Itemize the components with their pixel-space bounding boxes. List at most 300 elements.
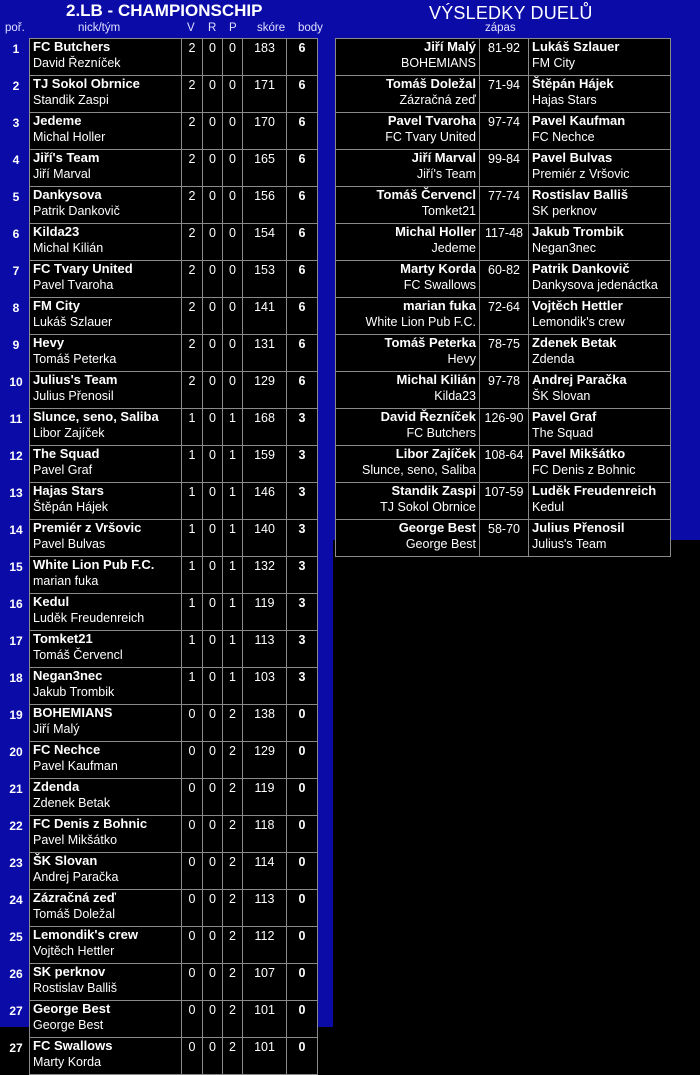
player-name: Michal Kilián xyxy=(33,241,104,255)
score-cell: 171 xyxy=(243,76,287,113)
team-name: Lemondik's crew xyxy=(33,927,138,942)
rank-cell: 20 xyxy=(9,744,23,759)
away-team: Dankysova jedenáctka xyxy=(532,278,658,292)
home-cell xyxy=(336,446,480,483)
player-name: George Best xyxy=(33,1018,104,1032)
player-name: Vojtěch Hettler xyxy=(33,944,115,958)
rank-cell: 14 xyxy=(9,522,23,537)
rank-cell: 16 xyxy=(9,596,23,611)
home-team: George Best xyxy=(405,537,476,551)
duel-row xyxy=(336,483,671,520)
wins-cell: 1 xyxy=(182,668,203,705)
header-wins: V xyxy=(187,22,195,34)
duel-row xyxy=(336,113,671,150)
team-cell xyxy=(30,890,182,927)
score-cell: 138 xyxy=(243,705,287,742)
duel-row xyxy=(336,335,671,372)
home-player: Libor Zajíček xyxy=(395,446,476,461)
standings-row xyxy=(3,779,318,816)
team-cell xyxy=(30,372,182,409)
wins-cell: 0 xyxy=(182,1001,203,1038)
team-cell xyxy=(30,1038,182,1075)
losses-cell: 0 xyxy=(223,261,243,298)
draws-cell: 0 xyxy=(203,520,223,557)
team-cell xyxy=(30,261,182,298)
home-player: Pavel Tvaroha xyxy=(387,113,476,128)
team-name: Negan3nec xyxy=(33,668,103,683)
wins-cell: 0 xyxy=(182,705,203,742)
home-team: FC Butchers xyxy=(406,426,476,440)
home-player: Jiří Malý xyxy=(423,39,476,54)
points-cell: 6 xyxy=(287,261,318,298)
away-player: Vojtěch Hettler xyxy=(532,298,623,313)
standings-row xyxy=(3,1001,318,1038)
home-player: George Best xyxy=(398,520,476,535)
team-cell xyxy=(30,187,182,224)
away-cell xyxy=(529,187,671,224)
wins-cell: 2 xyxy=(182,224,203,261)
points-cell: 0 xyxy=(287,816,318,853)
away-player: Pavel Bulvas xyxy=(532,150,613,165)
draws-cell: 0 xyxy=(203,668,223,705)
losses-cell: 1 xyxy=(223,668,243,705)
points-cell: 3 xyxy=(287,668,318,705)
match-result: 99-84 xyxy=(480,150,529,187)
team-name: SK perknov xyxy=(33,964,106,979)
away-player: Andrej Paračka xyxy=(532,372,627,387)
standings-row xyxy=(3,39,318,76)
rank-cell: 21 xyxy=(9,781,23,796)
team-name: Premiér z Vršovic xyxy=(33,520,142,535)
losses-cell: 0 xyxy=(223,76,243,113)
draws-cell: 0 xyxy=(203,150,223,187)
rank-cell: 2 xyxy=(12,78,20,93)
team-cell xyxy=(30,742,182,779)
home-player: marian fuka xyxy=(403,298,476,313)
home-team: Jiří's Team xyxy=(416,167,476,181)
away-team: ŠK Slovan xyxy=(532,389,591,403)
team-name: The Squad xyxy=(33,446,100,461)
team-cell xyxy=(30,853,182,890)
team-name: Dankysova xyxy=(33,187,102,202)
player-name: Libor Zajíček xyxy=(33,426,105,440)
player-name: Tomáš Doležal xyxy=(33,907,115,921)
header-match: zápas xyxy=(485,22,516,34)
team-cell xyxy=(30,1001,182,1038)
wins-cell: 2 xyxy=(182,298,203,335)
home-cell xyxy=(336,335,480,372)
away-cell xyxy=(529,113,671,150)
points-cell: 0 xyxy=(287,705,318,742)
away-cell xyxy=(529,372,671,409)
away-player: Zdenek Betak xyxy=(532,335,617,350)
player-name: Pavel Kaufman xyxy=(33,759,118,773)
away-cell xyxy=(529,224,671,261)
rank-cell: 23 xyxy=(9,855,23,870)
team-cell xyxy=(30,113,182,150)
points-cell: 0 xyxy=(287,1038,318,1075)
player-name: Jiří Marval xyxy=(33,167,91,181)
rank-cell: 13 xyxy=(9,485,23,500)
wins-cell: 2 xyxy=(182,39,203,76)
match-result: 78-75 xyxy=(480,335,529,372)
standings-row xyxy=(3,927,318,964)
team-cell xyxy=(30,483,182,520)
player-name: Zdenek Betak xyxy=(33,796,111,810)
team-cell xyxy=(30,705,182,742)
wins-cell: 2 xyxy=(182,372,203,409)
home-cell xyxy=(336,224,480,261)
wins-cell: 1 xyxy=(182,409,203,446)
home-player: Tomáš Červencl xyxy=(376,187,476,202)
away-player: Patrik Dankovič xyxy=(532,261,630,276)
draws-cell: 0 xyxy=(203,372,223,409)
team-cell xyxy=(30,631,182,668)
points-cell: 0 xyxy=(287,927,318,964)
draws-cell: 0 xyxy=(203,76,223,113)
points-cell: 3 xyxy=(287,483,318,520)
team-name: Tomket21 xyxy=(33,631,93,646)
wins-cell: 0 xyxy=(182,816,203,853)
points-cell: 3 xyxy=(287,631,318,668)
away-player: Lukáš Szlauer xyxy=(532,39,620,54)
losses-cell: 2 xyxy=(223,816,243,853)
player-name: marian fuka xyxy=(33,574,99,588)
score-cell: 101 xyxy=(243,1001,287,1038)
score-cell: 156 xyxy=(243,187,287,224)
losses-cell: 1 xyxy=(223,520,243,557)
player-name: Štěpán Hájek xyxy=(33,500,109,514)
away-player: Pavel Mikšátko xyxy=(532,446,626,461)
player-name: Rostislav Balliš xyxy=(33,981,118,995)
standings-row xyxy=(3,113,318,150)
wins-cell: 0 xyxy=(182,853,203,890)
header-score: skóre xyxy=(257,22,286,34)
score-cell: 140 xyxy=(243,520,287,557)
team-cell xyxy=(30,927,182,964)
score-cell: 119 xyxy=(243,779,287,816)
home-team: Jedeme xyxy=(431,241,476,255)
home-player: Michal Holler xyxy=(395,224,476,239)
wins-cell: 0 xyxy=(182,742,203,779)
points-cell: 6 xyxy=(287,150,318,187)
home-cell xyxy=(336,150,480,187)
duel-row xyxy=(336,187,671,224)
rank-cell: 9 xyxy=(12,337,20,352)
standings-row xyxy=(3,187,318,224)
away-cell xyxy=(529,150,671,187)
losses-cell: 2 xyxy=(223,964,243,1001)
match-result: 97-78 xyxy=(480,372,529,409)
away-team: FM City xyxy=(532,56,576,70)
draws-cell: 0 xyxy=(203,1001,223,1038)
score-cell: 153 xyxy=(243,261,287,298)
team-cell xyxy=(30,409,182,446)
draws-cell: 0 xyxy=(203,261,223,298)
away-team: Zdenda xyxy=(532,352,575,366)
losses-cell: 1 xyxy=(223,631,243,668)
home-player: Tomáš Peterka xyxy=(384,335,476,350)
player-name: David Řezníček xyxy=(33,56,121,70)
rank-cell: 8 xyxy=(12,300,20,315)
rank-cell: 15 xyxy=(9,559,23,574)
losses-cell: 1 xyxy=(223,446,243,483)
rank-cell: 17 xyxy=(9,633,23,648)
team-name: Zdenda xyxy=(33,779,80,794)
draws-cell: 0 xyxy=(203,631,223,668)
home-cell xyxy=(336,187,480,224)
rank-cell: 11 xyxy=(9,411,23,426)
home-cell xyxy=(336,113,480,150)
duels-title: VÝSLEDKY DUELŮ xyxy=(429,3,593,23)
match-result: 72-64 xyxy=(480,298,529,335)
score-cell: 101 xyxy=(243,1038,287,1075)
points-cell: 6 xyxy=(287,335,318,372)
team-cell xyxy=(30,298,182,335)
team-name: FC Swallows xyxy=(33,1038,113,1053)
losses-cell: 2 xyxy=(223,890,243,927)
points-cell: 6 xyxy=(287,298,318,335)
away-team: Hajas Stars xyxy=(532,93,597,107)
player-name: Pavel Graf xyxy=(33,463,93,477)
rank-cell: 10 xyxy=(9,374,23,389)
team-cell xyxy=(30,224,182,261)
match-result: 71-94 xyxy=(480,76,529,113)
score-cell: 107 xyxy=(243,964,287,1001)
draws-cell: 0 xyxy=(203,335,223,372)
losses-cell: 2 xyxy=(223,927,243,964)
standings-row xyxy=(3,705,318,742)
score-cell: 119 xyxy=(243,594,287,631)
standings-row xyxy=(3,1038,318,1075)
home-cell xyxy=(336,483,480,520)
away-cell xyxy=(529,446,671,483)
losses-cell: 0 xyxy=(223,372,243,409)
score-cell: 165 xyxy=(243,150,287,187)
score-cell: 118 xyxy=(243,816,287,853)
match-result: 107-59 xyxy=(480,483,529,520)
away-player: Pavel Graf xyxy=(532,409,597,424)
match-result: 126-90 xyxy=(480,409,529,446)
away-team: FC Nechce xyxy=(532,130,595,144)
standings-row xyxy=(3,409,318,446)
rank-cell: 4 xyxy=(12,152,20,167)
draws-cell: 0 xyxy=(203,742,223,779)
away-team: Kedul xyxy=(532,500,564,514)
team-name: White Lion Pub F.C. xyxy=(33,557,155,572)
score-cell: 113 xyxy=(243,631,287,668)
rank-cell: 27 xyxy=(9,1003,23,1018)
home-team: Slunce, seno, Saliba xyxy=(362,463,476,477)
home-player: Jiří Marval xyxy=(411,150,476,165)
losses-cell: 1 xyxy=(223,557,243,594)
home-player: Standik Zaspi xyxy=(391,483,476,498)
player-name: Tomáš Červencl xyxy=(33,648,123,662)
rank-cell: 24 xyxy=(9,892,23,907)
player-name: Pavel Tvaroha xyxy=(33,278,114,292)
duel-row xyxy=(336,150,671,187)
losses-cell: 0 xyxy=(223,335,243,372)
home-player: Tomáš Doležal xyxy=(385,76,476,91)
wins-cell: 2 xyxy=(182,113,203,150)
wins-cell: 2 xyxy=(182,150,203,187)
team-cell xyxy=(30,150,182,187)
home-cell xyxy=(336,298,480,335)
wins-cell: 1 xyxy=(182,483,203,520)
standings-row xyxy=(3,372,318,409)
team-cell xyxy=(30,39,182,76)
points-cell: 6 xyxy=(287,372,318,409)
standings-row xyxy=(3,261,318,298)
draws-cell: 0 xyxy=(203,705,223,742)
rank-cell: 5 xyxy=(12,189,20,204)
home-team: Tomket21 xyxy=(421,204,476,218)
header-losses: P xyxy=(229,22,237,34)
team-cell xyxy=(30,816,182,853)
team-cell xyxy=(30,76,182,113)
draws-cell: 0 xyxy=(203,779,223,816)
away-player: Štěpán Hájek xyxy=(532,76,614,91)
points-cell: 0 xyxy=(287,742,318,779)
points-cell: 3 xyxy=(287,446,318,483)
home-player: David Řezníček xyxy=(380,409,476,424)
match-result: 81-92 xyxy=(480,39,529,76)
standings-row xyxy=(3,668,318,705)
score-cell: 168 xyxy=(243,409,287,446)
player-name: Andrej Paračka xyxy=(33,870,119,884)
losses-cell: 2 xyxy=(223,742,243,779)
away-cell xyxy=(529,39,671,76)
draws-cell: 0 xyxy=(203,927,223,964)
score-cell: 103 xyxy=(243,668,287,705)
header-rank: poř. xyxy=(5,22,25,34)
team-name: Hevy xyxy=(33,335,65,350)
losses-cell: 0 xyxy=(223,187,243,224)
player-name: Standik Zaspi xyxy=(33,93,109,107)
draws-cell: 0 xyxy=(203,187,223,224)
points-cell: 0 xyxy=(287,964,318,1001)
rank-cell: 25 xyxy=(9,929,23,944)
home-team: BOHEMIANS xyxy=(400,56,476,70)
score-cell: 113 xyxy=(243,890,287,927)
score-cell: 132 xyxy=(243,557,287,594)
duel-row xyxy=(336,298,671,335)
draws-cell: 0 xyxy=(203,483,223,520)
header-draws: R xyxy=(208,22,217,34)
duel-row xyxy=(336,261,671,298)
header-team: nick/tým xyxy=(78,22,121,34)
match-result: 60-82 xyxy=(480,261,529,298)
team-cell xyxy=(30,964,182,1001)
team-name: FC Butchers xyxy=(33,39,111,54)
score-cell: 183 xyxy=(243,39,287,76)
standings-row xyxy=(3,816,318,853)
standings-row xyxy=(3,298,318,335)
league-title: 2.LB - CHAMPIONSCHIP xyxy=(66,1,263,20)
losses-cell: 0 xyxy=(223,39,243,76)
player-name: Pavel Bulvas xyxy=(33,537,106,551)
standings-row xyxy=(3,853,318,890)
team-cell xyxy=(30,335,182,372)
team-name: Jiří's Team xyxy=(33,150,100,165)
rank-cell: 26 xyxy=(9,966,23,981)
losses-cell: 2 xyxy=(223,1038,243,1075)
score-cell: 170 xyxy=(243,113,287,150)
player-name: Lukáš Szlauer xyxy=(33,315,113,329)
team-name: FM City xyxy=(33,298,80,313)
match-result: 108-64 xyxy=(480,446,529,483)
wins-cell: 2 xyxy=(182,76,203,113)
wins-cell: 2 xyxy=(182,187,203,224)
draws-cell: 0 xyxy=(203,594,223,631)
home-player: Marty Korda xyxy=(400,261,476,276)
score-cell: 112 xyxy=(243,927,287,964)
match-result: 77-74 xyxy=(480,187,529,224)
standings-row xyxy=(3,483,318,520)
points-cell: 3 xyxy=(287,594,318,631)
wins-cell: 0 xyxy=(182,1038,203,1075)
team-name: FC Nechce xyxy=(33,742,101,757)
points-cell: 6 xyxy=(287,113,318,150)
score-cell: 159 xyxy=(243,446,287,483)
standings-row xyxy=(3,446,318,483)
team-name: ŠK Slovan xyxy=(33,853,98,868)
team-name: Zázračná zeď xyxy=(33,890,117,905)
losses-cell: 1 xyxy=(223,483,243,520)
draws-cell: 0 xyxy=(203,409,223,446)
team-name: FC Denis z Bohnic xyxy=(33,816,148,831)
standings-row xyxy=(3,594,318,631)
score-cell: 129 xyxy=(243,372,287,409)
match-result: 117-48 xyxy=(480,224,529,261)
home-cell xyxy=(336,409,480,446)
standings-row xyxy=(3,742,318,779)
rank-cell: 27 xyxy=(9,1040,23,1055)
losses-cell: 2 xyxy=(223,853,243,890)
losses-cell: 0 xyxy=(223,298,243,335)
wins-cell: 0 xyxy=(182,779,203,816)
away-player: Luděk Freudenreich xyxy=(532,483,657,498)
draws-cell: 0 xyxy=(203,1038,223,1075)
losses-cell: 1 xyxy=(223,409,243,446)
home-team: White Lion Pub F.C. xyxy=(365,315,476,329)
duel-row xyxy=(336,409,671,446)
away-team: SK perknov xyxy=(532,204,597,218)
wins-cell: 0 xyxy=(182,927,203,964)
losses-cell: 2 xyxy=(223,1001,243,1038)
player-name: Michal Holler xyxy=(33,130,106,144)
duel-row xyxy=(336,446,671,483)
home-cell xyxy=(336,261,480,298)
losses-cell: 1 xyxy=(223,594,243,631)
away-team: Negan3nec xyxy=(532,241,596,255)
rank-cell: 12 xyxy=(9,448,23,463)
team-name: Hajas Stars xyxy=(33,483,104,498)
rank-cell: 6 xyxy=(12,226,20,241)
duel-row xyxy=(336,39,671,76)
wins-cell: 1 xyxy=(182,557,203,594)
wins-cell: 1 xyxy=(182,631,203,668)
wins-cell: 0 xyxy=(182,964,203,1001)
losses-cell: 2 xyxy=(223,705,243,742)
points-cell: 6 xyxy=(287,76,318,113)
wins-cell: 1 xyxy=(182,594,203,631)
player-name: Julius Přenosil xyxy=(33,389,114,403)
score-cell: 141 xyxy=(243,298,287,335)
home-team: Zázračná zeď xyxy=(399,93,476,107)
away-cell xyxy=(529,335,671,372)
team-name: FC Tvary United xyxy=(33,261,133,276)
